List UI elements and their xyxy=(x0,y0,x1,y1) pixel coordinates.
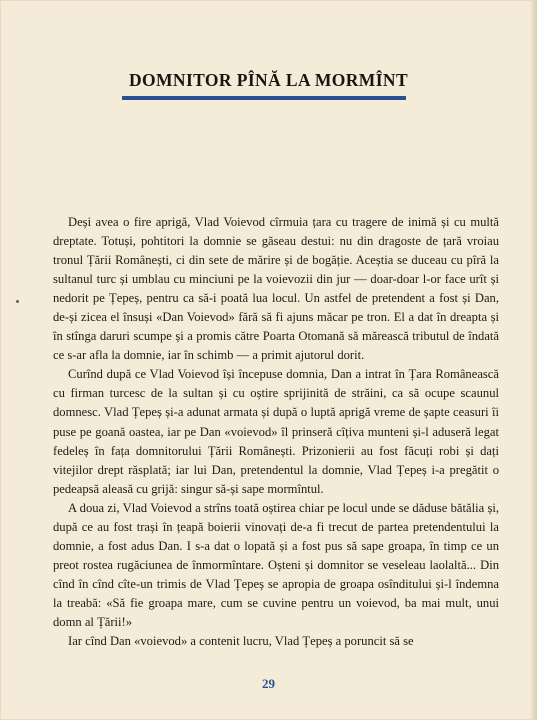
chapter-title: DOMNITOR PÎNĂ LA MORMÎNT xyxy=(128,70,409,90)
title-underline xyxy=(122,96,406,100)
paper-speck xyxy=(16,300,19,303)
page-number: 29 xyxy=(262,676,275,691)
body-text xyxy=(53,213,499,651)
paragraph: Iar cînd Dan «voievod» a contenit lucru, Vlad Țepeș a poruncit să se xyxy=(68,634,414,649)
paragraph: A doua zi, Vlad Voievod a strîns toată oștirea chiar pe locul unde se dăduse bătălia și, după ce au fost trași în țeapă boierii vinovați de-a fi trecut de partea pretendentului la domnie, a fost adus Dan. I s-a dat o lopată și a fost pus să sape groapa, în timp ce un preot rostea rugăciunea de înmormîntare. Oșteni și domnitor se veseleau laolaltă... Din cînd în cînd cîte-un trimis de Vlad Țepeș se apropia de groapa osînditului și-l îndemna la treabă: «Să fie groapa mare, cum se cuvine pentru un voievod, ba mai mult, unui domn al Țării!» xyxy=(53,500,499,629)
paragraph: Curînd după ce Vlad Voievod își începuse domnia, Dan a intrat în Țara Românească cu firman turcesc de la sultan și cu oștire sprijinită de străini, ca să ocupe scaunul domnesc. Vlad Țepeș și-a adunat armata și după o luptă aprigă vreme de șapte ceasuri îi puse pe goană oastea, iar pe Dan «voievod» îl prinseră cîțiva munteni și-l aduseră legat fedeleș în fața domnitorului Țării Românești. Prizonierii au fost făcuți robi și dați vitejilor drept răsplată; iar lui Dan, pretendentul la domnie, Vlad Țepeș i-a pregătit o pedeapsă aleasă cu grijă: singur să-și sape mormîntul. xyxy=(53,367,499,496)
paragraph: Deși avea o fire aprigă, Vlad Voievod cîrmuia țara cu tragere de inimă și cu multă dreptate. Totuși, pohtitori la domnie se găseau destui: nu din dragoste de țară vroiau tronul Țării Românești, ci din sete de mărire și de bogăție. Aceștia se duceau cu pîră la sultanul turc și umblau cu minciuni pe la voievozii din jur — doar-doar l-or face urît și nedorit pe Țepeș, pentru ca să-i poată lua locul. Un astfel de pretendent a fost și Dan, de-și zicea el însuși «Dan Voievod» fără să fi ajuns măcar pe tron. El a dat în dreapta și în stînga daruri scumpe și a promis către Poarta Otomană să mărească tributul de îndată ce s-ar afla la domnie, iar în schimb — a primit ajutorul dorit. xyxy=(53,215,499,363)
